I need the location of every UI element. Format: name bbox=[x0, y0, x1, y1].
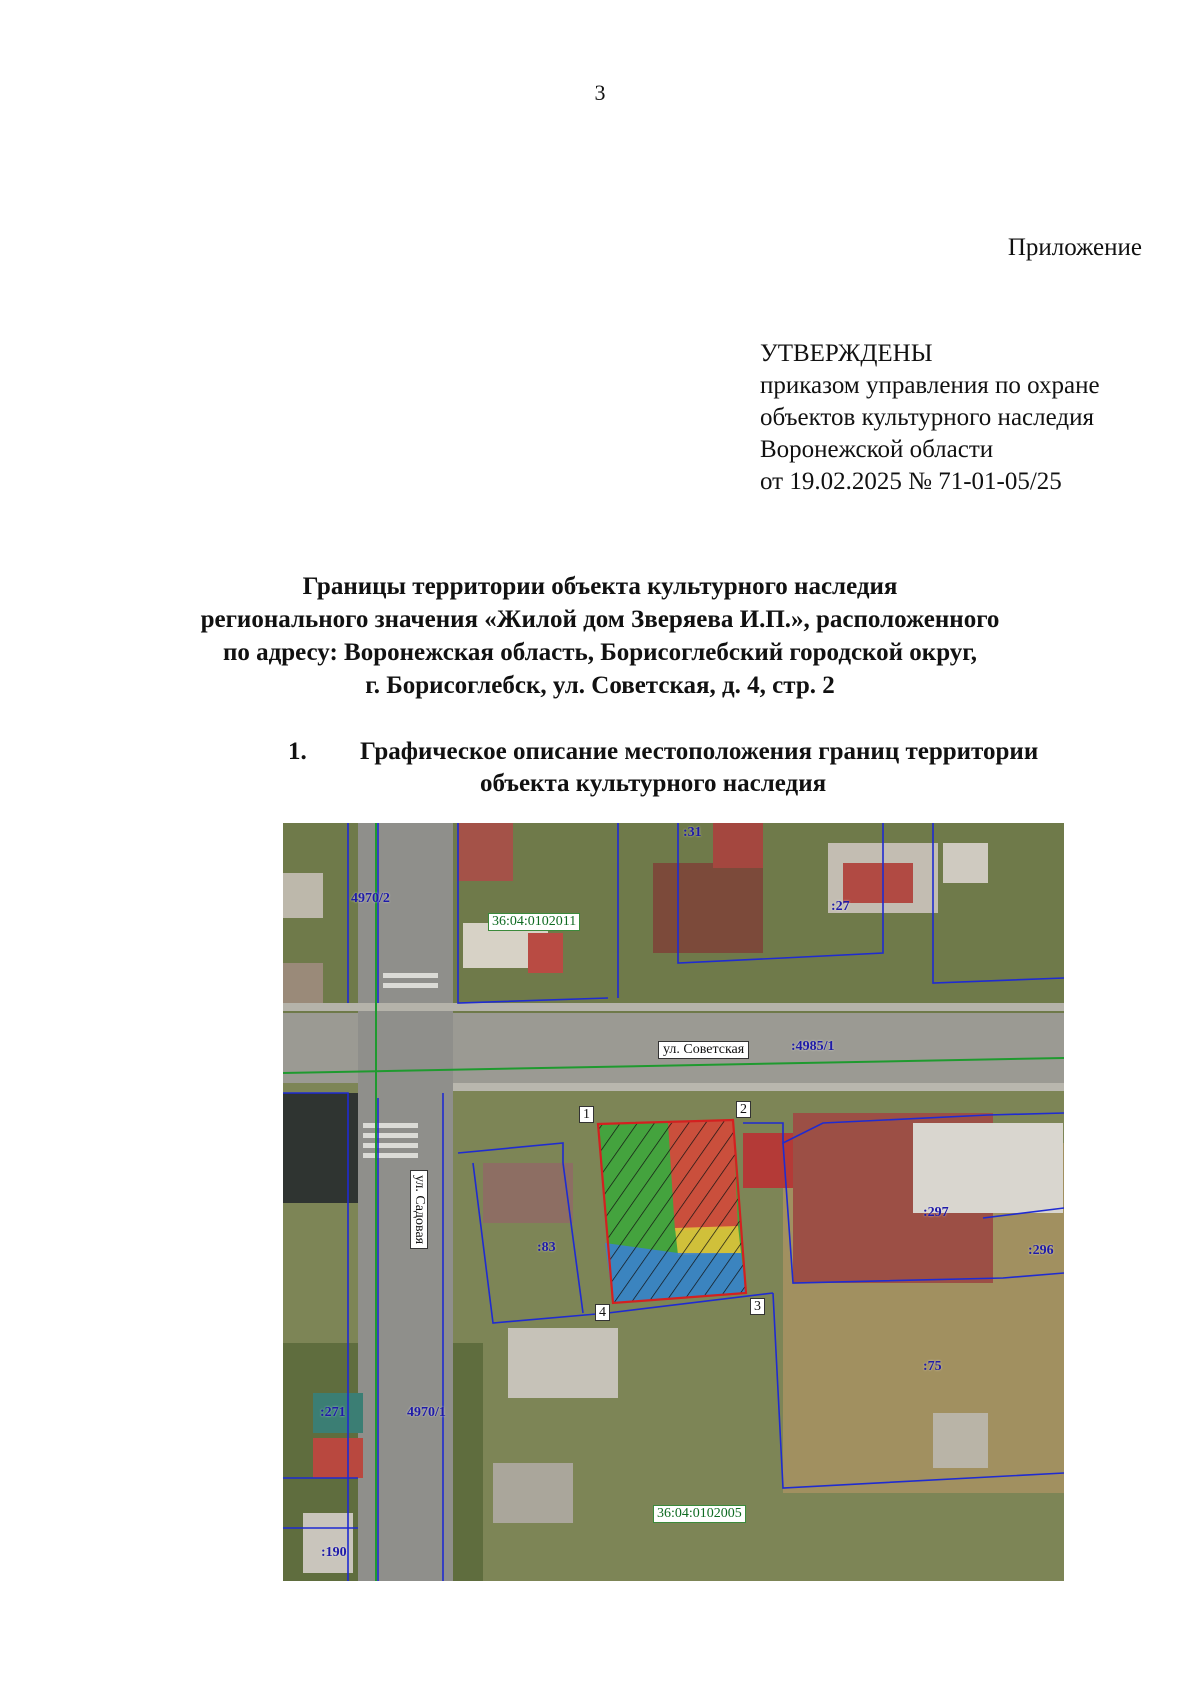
boundary-point-3: 3 bbox=[750, 1298, 765, 1315]
parcel-label-4970-1: 4970/1 bbox=[407, 1405, 446, 1420]
page-number: 3 bbox=[594, 80, 606, 105]
block-label-north: 36:04:0102011 bbox=[488, 913, 580, 931]
parcel-label-83: :83 bbox=[537, 1240, 556, 1255]
street-label-sovetskaya: ул. Советская bbox=[658, 1041, 749, 1059]
boundary-point-4: 4 bbox=[595, 1304, 610, 1321]
block-label-south: 36:04:0102005 bbox=[653, 1505, 746, 1523]
document-title bbox=[0, 570, 1200, 702]
aerial-map-drawing bbox=[283, 823, 1064, 1581]
hatch-fill bbox=[598, 1120, 746, 1303]
approval-date-number: от 19.02.2025 № 71-01-05/25 bbox=[760, 468, 1062, 495]
parcel-label-75: :75 bbox=[923, 1359, 942, 1374]
parcel-label-297: :297 bbox=[923, 1205, 949, 1220]
approval-line-1: приказом управления по охране bbox=[760, 372, 1100, 399]
section-number: 1. bbox=[288, 738, 307, 765]
parcel-label-190: :190 bbox=[321, 1545, 347, 1560]
house-83 bbox=[483, 1163, 573, 1223]
title-line-1: Границы территории объекта культурного наследия bbox=[302, 573, 898, 600]
parcel-label-4970-2: 4970/2 bbox=[351, 891, 390, 906]
sadovaya-road bbox=[358, 823, 453, 1581]
boundary-map bbox=[283, 823, 1064, 1581]
boundary-point-1: 1 bbox=[579, 1106, 594, 1123]
street-label-sadovaya: ул. Садовая bbox=[410, 1170, 428, 1249]
title-line-3: по адресу: Воронежская область, Борисоглебский городской округ, bbox=[222, 639, 978, 666]
title-line-4: г. Борисоглебск, ул. Советская, д. 4, стр. 2 bbox=[365, 672, 835, 699]
parcel-label-31: :31 bbox=[683, 825, 702, 840]
boundary-point-2: 2 bbox=[736, 1101, 751, 1118]
section-title-line-2: объекта культурного наследия bbox=[480, 770, 827, 797]
approval-line-3: Воронежской области bbox=[760, 436, 994, 463]
approval-block bbox=[760, 338, 1100, 498]
building bbox=[458, 823, 513, 881]
approval-line-2: объектов культурного наследия bbox=[760, 404, 1094, 431]
parcel-label-296: :296 bbox=[1028, 1243, 1054, 1258]
parcel-label-271: :271 bbox=[320, 1405, 346, 1420]
approval-heading: УТВЕРЖДЕНЫ bbox=[760, 340, 933, 367]
parcel-label-27: :27 bbox=[831, 899, 850, 914]
parcel-label-4985-1: :4985/1 bbox=[791, 1039, 835, 1054]
appendix-label: Приложение bbox=[1007, 234, 1142, 261]
section-title-line-1: Графическое описание местоположения границ территории bbox=[360, 738, 1039, 765]
object-territory bbox=[598, 1120, 746, 1303]
title-line-2: регионального значения «Жилой дом Зверяева И.П.», расположенного bbox=[200, 606, 1000, 633]
